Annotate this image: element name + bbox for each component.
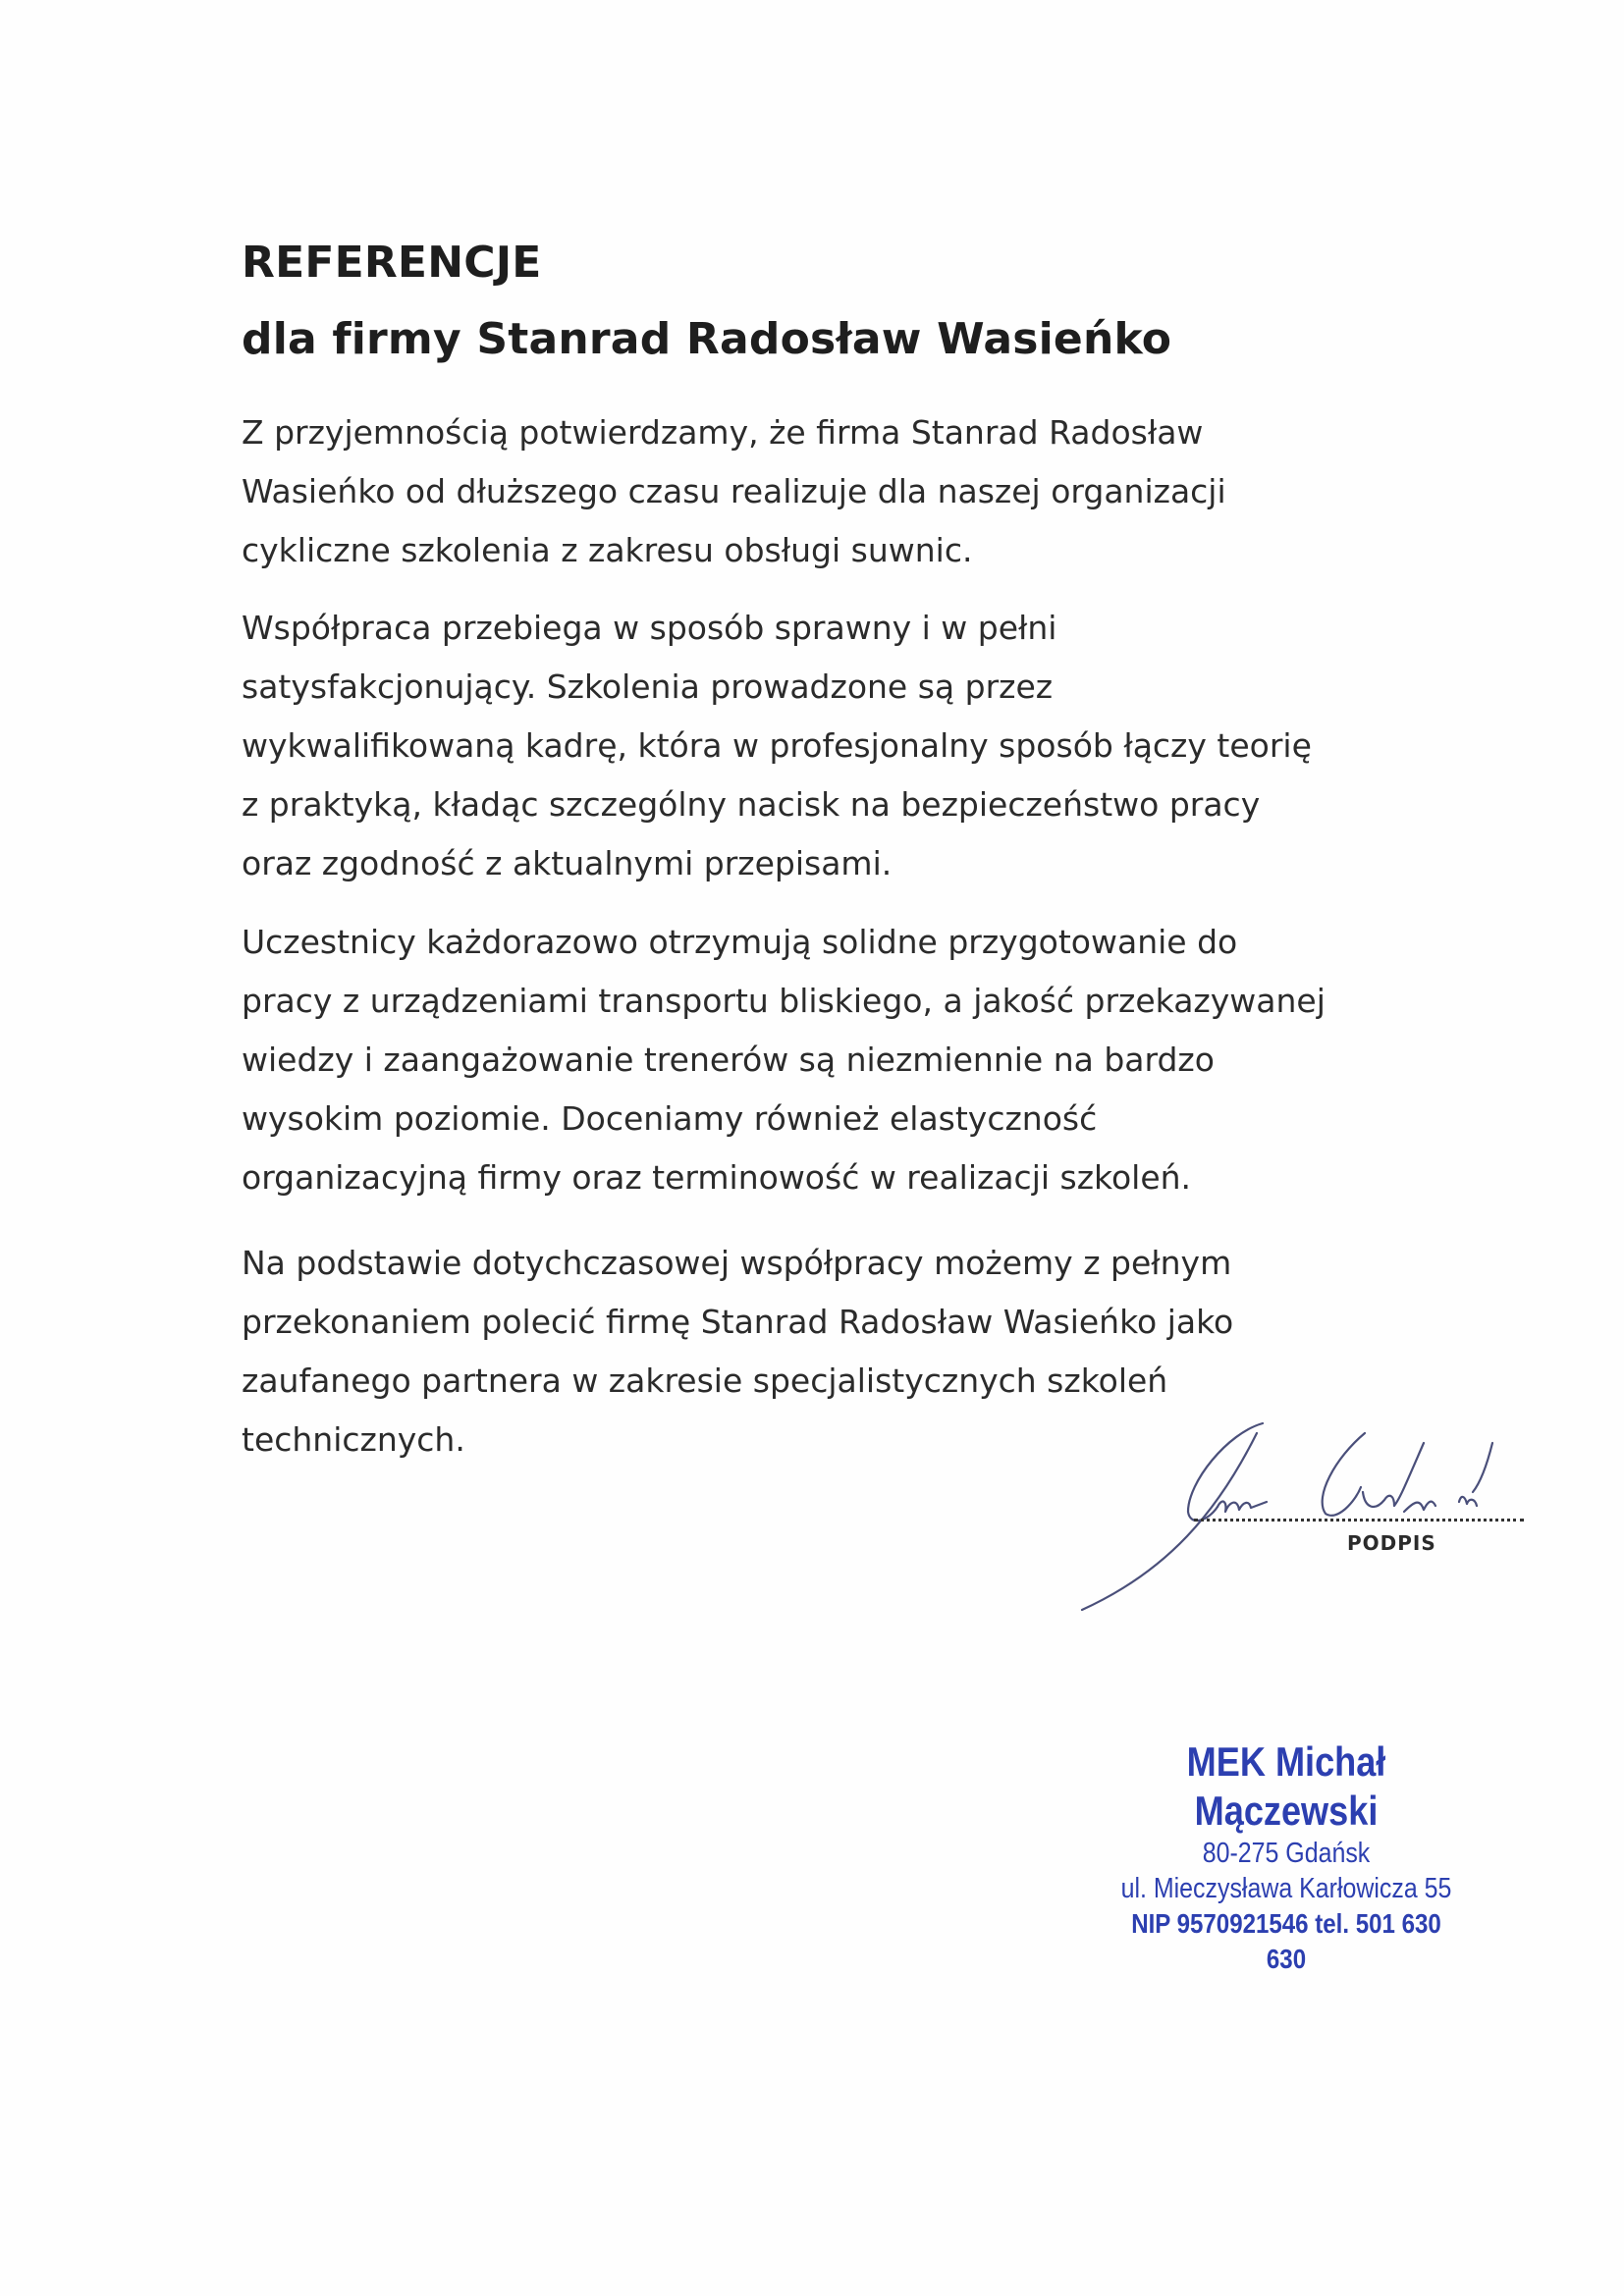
signature-block — [1070, 1404, 1532, 1620]
stamp-company-name: MEK Michał Mączewski — [1186, 1738, 1386, 1834]
signature-label: PODPIS — [1347, 1531, 1436, 1555]
signature-line — [1194, 1519, 1524, 1522]
paragraph: Współpraca przebiega w sposób sprawny i w pełni satysfakcjonujący. Szkolenia prowadzone są przez wykwalifikowaną kadrę, która w profesjonalny sposób łączy teorię z praktyką, kładąc szczególny nacisk na bezpieczeństwo pracy oraz zgodność z aktualnymi przepisami. — [242, 609, 1312, 882]
stamp-street: ul. Mieczysława Karłowicza 55 — [1120, 1873, 1452, 1904]
document-subtitle: dla firmy Stanrad Radosław Wasieńko — [242, 314, 1172, 364]
paragraph: Uczestnicy każdorazowo otrzymują solidne przygotowanie do pracy z urządzeniami transportu bliskiego, a jakość przekazywanej wiedzy i zaangażowanie trenerów są niezmiennie na bardzo wysokim poziomie. Doceniamy również elastyczność organizacyjną firmy oraz terminowość w realizacji szkoleń. — [242, 923, 1326, 1197]
company-stamp — [1109, 1737, 1463, 1977]
stamp-postal-city: 80-275 Gdańsk — [1202, 1838, 1371, 1869]
stamp-nip-tel: NIP 9570921546 tel. 501 630 630 — [1131, 1908, 1441, 1974]
document-title: REFERENCJE — [242, 238, 542, 288]
paragraph: Z przyjemnością potwierdzamy, że firma Stanrad Radosław Wasieńko od dłuższego czasu realizuje dla naszej organizacji cykliczne szkolenia z zakresu obsługi suwnic. — [242, 413, 1226, 569]
paragraph: Na podstawie dotychczasowej współpracy możemy z pełnym przekonaniem polecić firmę Stanrad Radosław Wasieńko jako zaufanego partnera w zakresie specjalistycznych szkoleń technicznych. — [242, 1244, 1234, 1459]
handwritten-signature — [1070, 1404, 1532, 1620]
